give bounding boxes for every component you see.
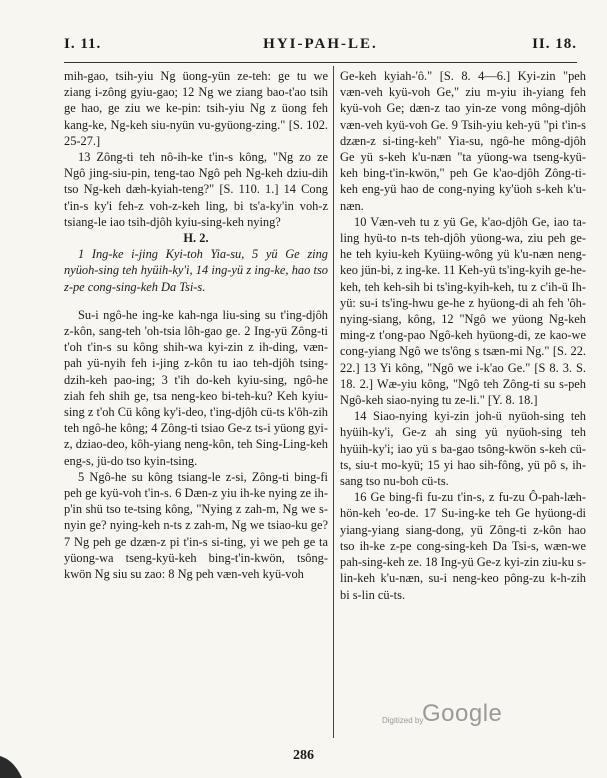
paragraph: 16 Ge bing-fi fu-zu t'in-s, z fu-zu Ô-pah-læh-hön-keh 'eo-de. 17 Su-ing-ke teh Ge hyüong-di yiang-yiang siang-dong, yü Zông-ti z-kôn hao tso ih-ke z-pe cong-sing-keh Da Tsi-s, wæn-we pah-sing-keh ze. 18 Ing-yü Ge-z kyi-zin ziu-ku s-lin-keh k'u-næn, su-i neng-keo pông-zu k-h-zih bi s-lin cü-ts. (340, 490, 586, 602)
chapter-summary: 1 Ing-ke i-jing Kyi-toh Yia-su, 5 yü Ge zing nyüoh-sing teh hyüih-ky'i, 14 ing-yü z ing-ke, hao tso z-pe cong-sing-keh Da Tsi-s. (64, 247, 328, 294)
google-watermark (382, 700, 522, 734)
right-column (340, 68, 586, 738)
running-head (64, 36, 577, 56)
paragraph: 5 Ngô-he su kông tsiang-le z-si, Zông-ti bing-fi peh ge kyü-voh t'in-s. 6 Dæn-z yiu ih-ke nying ze ih-p'in shü tso te-tsing kông, "Nying z zah-m, Ng we s-nyin ge? nying-keh n-ts z zah-m, Ng we tsiao-ku ge? 7 Ng peh ge dzæn-z pi t'in-s si-ting, yi we peh ge ta yüong-wa tseng-kyü-keh bing-t'in-kwön, tsông-kwön Ng siu su zao: 8 Ng peh væn-veh kyü-voh (64, 469, 328, 582)
paragraph: mih-gao, tsih-yiu Ng üong-yün ze-teh: ge tu we ziang i-zông gyiu-gao; 12 Ng we ziang bao-t'ao tsih ge hao, ge ziu we ke-pin: tsih-yiu Ng z üong feh kang-ke, Ng-keh siu-nyün vu-gyüong-zing." [S. 102. 25-27.] (64, 69, 328, 148)
watermark-brand: Google (422, 700, 503, 727)
paragraph: Su-i ngô-he ing-ke kah-nga liu-sing su t'ing-djôh z-kôn, sang-teh 'oh-tsia lôh-gao ge. 2 Ing-yü Zông-ti t'oh t'in-s su kông shih-wa kyi-zin z ih-ding, væn-pah yü-nyih feh i-jing z-kôn tu iao teh-djôh tsing-dzih-keh pao-ing; 3 t'ih do-keh kyiu-sing, ngô-he ziah feh shih ge, tsa neng-keo bi-teh-ku? Keh kyiu-sing z t'oh Cü kông ky'i-deo, t'ing-djôh cü-ts k'ôh-zih teh ngô-he kông; 4 Zông-ti tsiao Ge-z ts-i yüong gyi-z, dziao-deo, kôh-yiang neng-kôn, teh Sing-Ling-keh eng-s, jü-do tso kyin-tsing. (64, 307, 328, 468)
chapter-ref-left: I. 11. (64, 36, 102, 52)
page-number: 286 (293, 748, 314, 763)
paragraph: 13 Zông-ti teh nô-ih-ke t'in-s kông, "Ng zo ze Ngô jing-siu-pin, teng-tao Ngô peh Ng-keh dziu-dih tso Ng-keh dæh-kyiah-teng?" [S. 110. 1.] 14 Cong t'in-s ky'i feh-z voh-z-keh ling, bi ts'a-ky'in voh-z tsiang-le iao tsih-djôh kyiu-sing-keh nying? (64, 150, 328, 229)
paragraph: 14 Siao-nying kyi-zin joh-ü nyüoh-sing teh hyüih-ky'i, Ge-z ah sing yü nyüoh-sing teh hyüih-ky'i; iao yü s ba-gao tsông-kwön s-keh cü-ts, siu-t mo-kyü; 15 yi hao sih-fông, yü pô s, ih-sang tso nu-boh cü-ts. (340, 409, 586, 489)
left-column (64, 68, 328, 738)
header-rule (64, 62, 577, 63)
page-corner-shadow (0, 738, 40, 778)
book-title: HYI-PAH-LE. (263, 36, 378, 52)
column-divider (333, 66, 334, 738)
watermark-digitized-label: Digitized by (382, 716, 424, 725)
chapter-heading: H. 2. (183, 231, 209, 246)
paragraph: 10 Væn-veh tu z yü Ge, k'ao-djôh Ge, iao ta-ling hyü-to n-ts teh-djôh yüong-wa, ziu peh ge-he teh kyiu-keh Kyüing-wông yü k'u-næn neng-keo jün-bi, z ing-ke. 11 Keh-yü ts'ing-kyih ge-he-keh, teh keh-sih bi ts'ing-kyih-keh, tu z c'ih-ü Ih-yü: su-i ts'ing-hwu ge-he z hyüong-di ah feh 'ôh-nying-siang, kông, 12 "Ngô we yüong Ng-keh ming-z t'ong-pao Ngô-keh hyüong-di, ze kao-we cong-yiang Ngô we ts'ông s tsæn-mi Ng." [S. 22. 22.] 13 Yi kông, "Ngô we i-k'ao Ge." [S 8. 3. S. 18. 2.] Wæ-yiu kông, "Ngô teh Zông-ti su s-peh Ngô-keh siao-nying tu ze-li." [Y. 8. 18.] (340, 214, 586, 408)
chapter-ref-right: II. 18. (532, 36, 577, 52)
paragraph: Ge-keh kyiah-'ô." [S. 8. 4—6.] Kyi-zin "peh væn-veh kyü-voh Ge," ziu m-yiu ih-yiang feh kyü-voh Ge; dæn-z tao yin-ze vong mông-djôh væn-veh kyü-voh Ge. 9 Tsih-yiu keh-yü "pi t'in-s dzæn-z si-ting-keh" Yia-su, ngô-he mông-djôh Ge yü s-keh k'u-næn "ta yüong-wa tseng-kyü-keh bing-t'in-kwön," peh Ge k'ao-djôh Zông-ti-keh eng-yü hao de cong-nying ky'üoh s-keh k'u-næn. (340, 69, 586, 213)
